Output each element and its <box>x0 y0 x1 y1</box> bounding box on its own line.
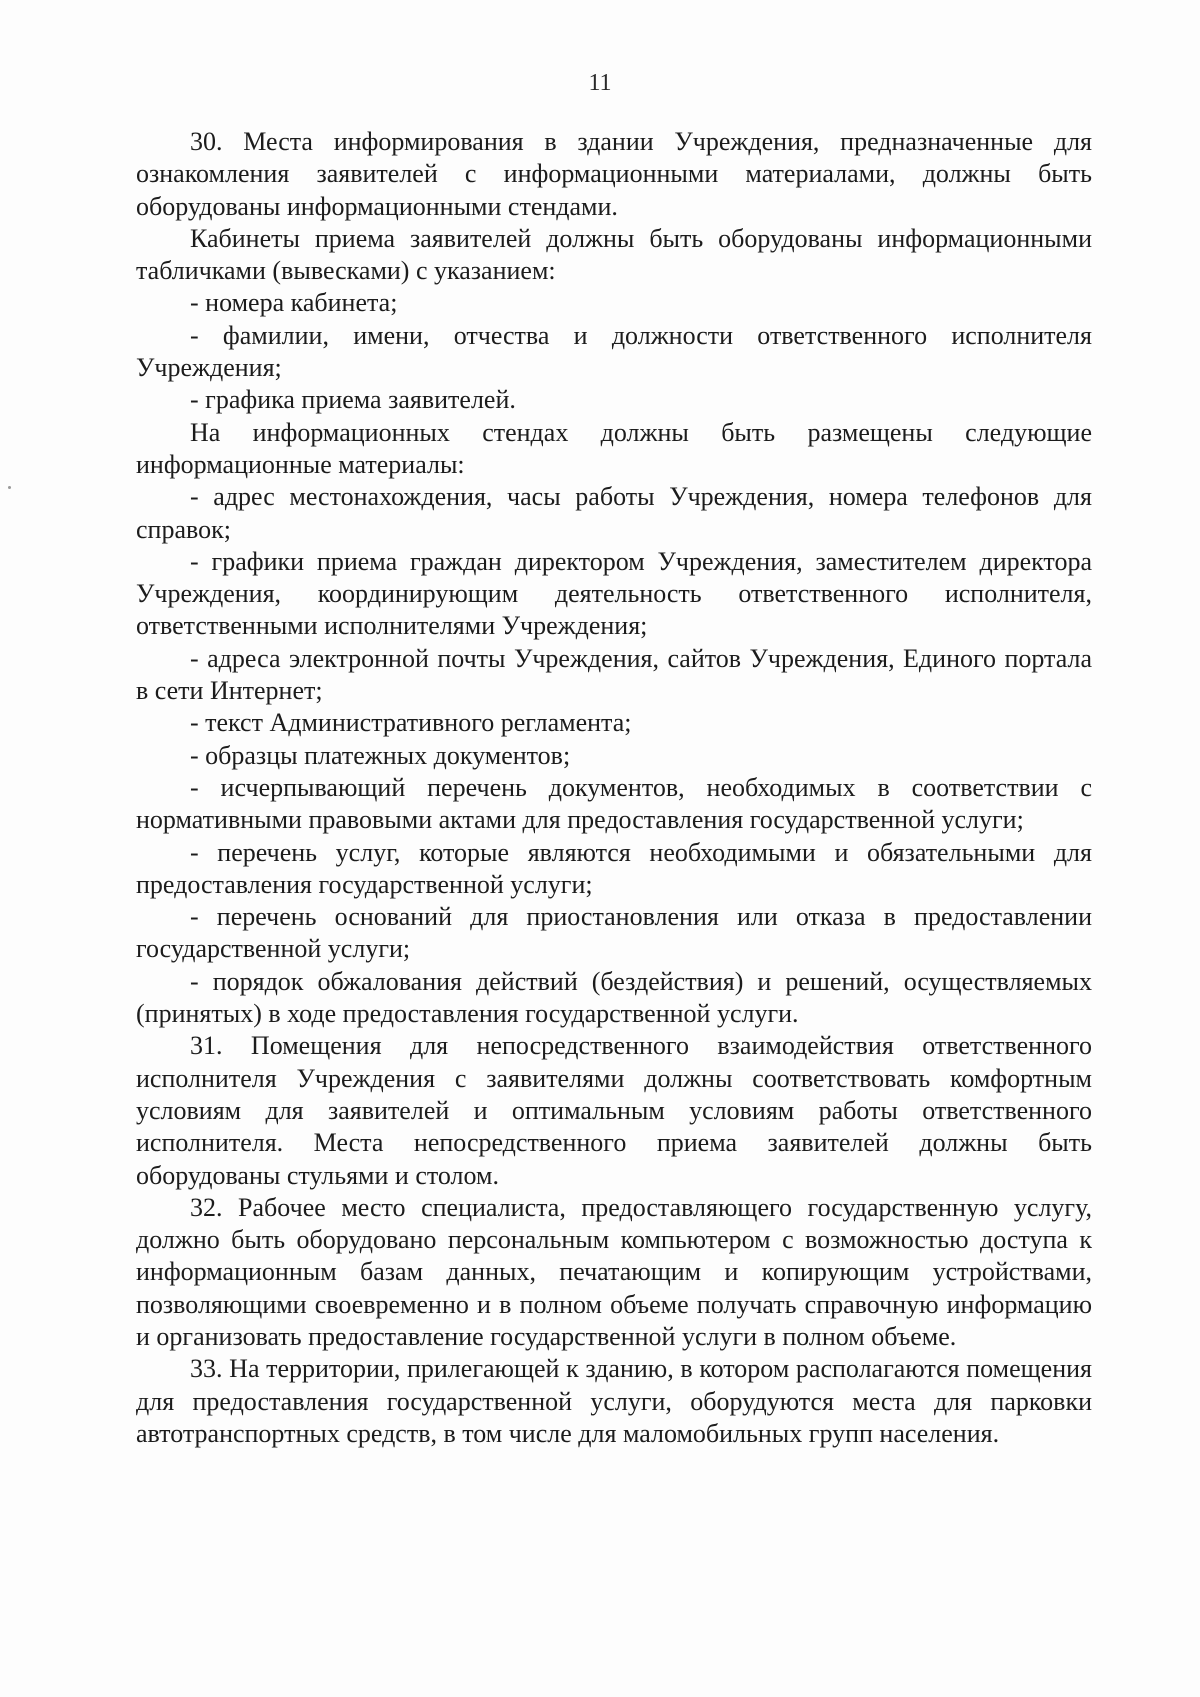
list-item-regulation-text: - текст Административного регламента; <box>190 708 632 738</box>
list-item-documents-list: - исчерпывающий перечень документов, необходимых в соответствии с нормативными правовыми актами для предоставления государственной услуги; <box>136 772 1092 835</box>
list-item-services-list: - перечень услуг, которые являются необходимыми и обязательными для предоставления государственной услуги; <box>136 837 1092 899</box>
document-body <box>136 126 1092 1450</box>
paragraph-32: 32. Рабочее место специалиста, предоставляющего государственную услугу, должно быть оборудовано персональным компьютером с возможностью доступа к информационным базам данных, печатающим и копирующим устройствами, позволяющими своевременно и в полном объеме получать справочную информацию и организовать предоставление государственной услуги в полном объеме. <box>136 1192 1092 1351</box>
list-item-payment-samples: - образцы платежных документов; <box>190 740 571 770</box>
list-item-address: - адрес местонахождения, часы работы Учреждения, номера телефонов для справок; <box>136 482 1092 544</box>
list-item-email-sites: - адреса электронной почты Учреждения, сайтов Учреждения, Единого портала в сети Интернет; <box>136 643 1092 706</box>
page-number: 11 <box>588 70 612 96</box>
paragraph-cabinets: Кабинеты приема заявителей должны быть оборудованы информационными табличками (вывесками) с указанием: <box>136 223 1092 286</box>
paragraph-30: 30. Места информирования в здании Учреждения, предназначенные для ознакомления заявителей с информационными материалами, должны быть оборудованы информационными стендами. <box>136 127 1092 221</box>
paragraph-31: 31. Помещения для непосредственного взаимодействия ответственного исполнителя Учреждения с заявителями должны соответствовать комфортным условиям для заявителей и оптимальным условиям работы ответственного исполнителя. Места непосредственного приема заявителей должны быть оборудованы стульями и столом. <box>136 1031 1092 1190</box>
scan-artifact <box>8 486 11 489</box>
paragraph-33: 33. На территории, прилегающей к зданию, в котором располагаются помещения для предоставления государственной услуги, оборудуются места для парковки автотранспортных средств, в том числе для маломобильных групп населения. <box>136 1354 1092 1448</box>
list-item-refusal-grounds: - перечень оснований для приостановления или отказа в предоставлении государственной услуги; <box>136 902 1092 964</box>
paragraph-info-stands: На информационных стендах должны быть размещены следующие информационные материалы: <box>136 417 1092 479</box>
list-item-executor-name: - фамилии, имени, отчества и должности ответственного исполнителя Учреждения; <box>136 320 1092 383</box>
list-item-cabinet-number: - номера кабинета; <box>190 288 398 318</box>
list-item-appeal-procedure: - порядок обжалования действий (бездействия) и решений, осуществляемых (принятых) в ходе предоставления государственной услуги. <box>136 966 1092 1029</box>
list-item-reception-schedule: - графика приема заявителей. <box>190 385 516 415</box>
list-item-director-schedule: - графики приема граждан директором Учреждения, заместителем директора Учреждения, координирующим деятельность ответственного исполнителя, ответственными исполнителями Учреждения; <box>136 546 1092 641</box>
